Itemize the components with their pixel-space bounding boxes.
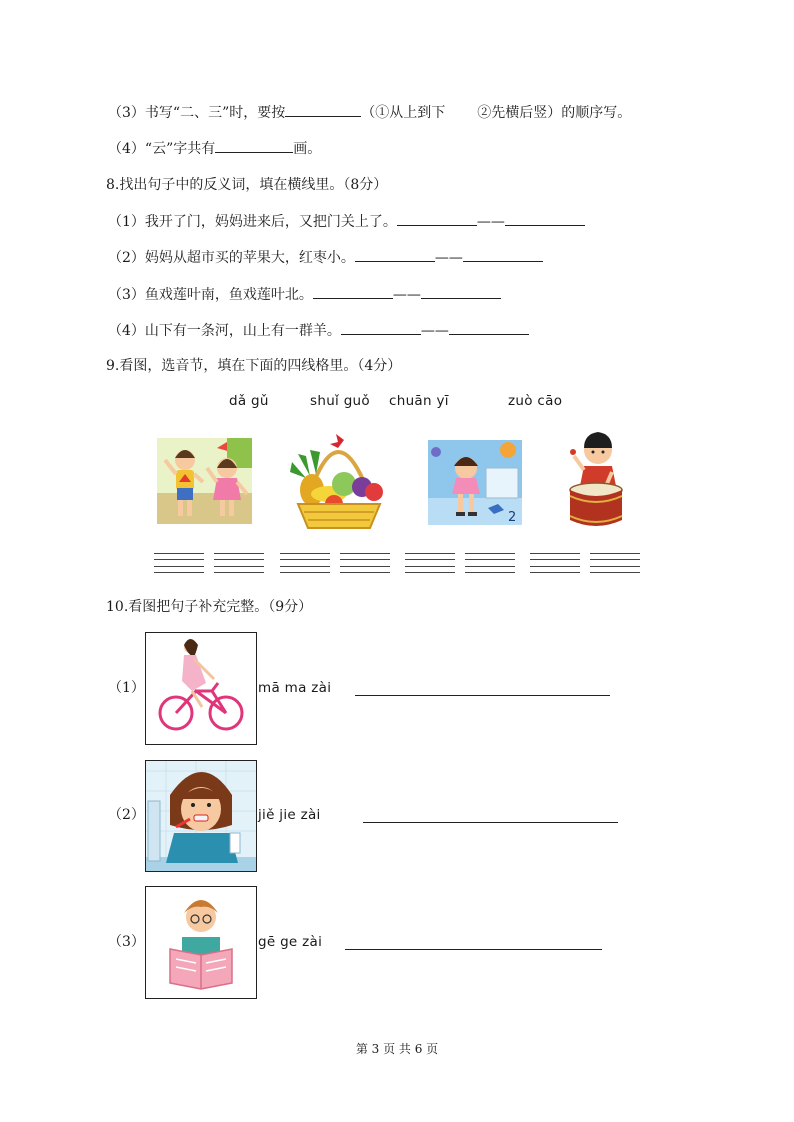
four-line-grid[interactable] (465, 553, 515, 573)
q8-item-4: （4）山下有一条河，山上有一群羊。 —— (108, 320, 529, 341)
syllable-4: zuò cāo (508, 393, 563, 409)
cycling-woman-image (145, 632, 257, 745)
q10-title: 10.看图把句子补充完整。（9分） (106, 599, 313, 615)
four-line-grid[interactable] (280, 553, 330, 573)
q7-item3: （3）书写“二、三”时，要按 （①从上到下 ②先横后竖）的顺序写。 (108, 102, 631, 123)
four-line-grid[interactable] (405, 553, 455, 573)
syllable-3: chuān yī (389, 393, 449, 409)
four-line-grid[interactable] (590, 553, 640, 573)
reading-boy-image (145, 886, 257, 999)
q10-item-3-pinyin: gē ge zài (258, 934, 323, 950)
q10-item-1-num: （1） (108, 680, 145, 696)
q8-title: 8.找出句子中的反义词，填在横线里。（8分） (106, 177, 388, 193)
drum-boy-image (566, 430, 626, 532)
dressing-girl-image (428, 440, 522, 525)
q9-title: 9.看图，选音节，填在下面的四线格里。（4分） (106, 358, 402, 374)
syllable-2: shuǐ guǒ (310, 393, 370, 409)
answer-blank[interactable] (341, 320, 421, 335)
four-line-grid[interactable] (530, 553, 580, 573)
q8-item-1: （1）我开了门，妈妈进来后，又把门关上了。 —— (108, 211, 585, 232)
syllable-1: dǎ gǔ (229, 393, 269, 409)
answer-blank[interactable] (313, 284, 393, 299)
exercise-kids-image (157, 438, 252, 524)
answer-blank[interactable] (421, 284, 501, 299)
answer-line[interactable] (355, 695, 610, 696)
picture-number: 2 (508, 510, 517, 525)
fruit-basket-image (284, 432, 392, 532)
answer-blank[interactable] (449, 320, 529, 335)
four-line-grid[interactable] (340, 553, 390, 573)
answer-blank[interactable] (355, 247, 435, 262)
q8-item-2: （2）妈妈从超市买的苹果大，红枣小。 —— (108, 247, 543, 268)
answer-blank[interactable] (463, 247, 543, 262)
page-footer: 第 3 页 共 6 页 (355, 1042, 439, 1056)
four-line-grid[interactable] (154, 553, 204, 573)
q10-item-2-num: （2） (108, 807, 145, 823)
q10-item-3-num: （3） (108, 934, 145, 950)
q10-item-1-pinyin: mā ma zài (258, 680, 332, 696)
answer-blank[interactable] (215, 138, 293, 153)
answer-line[interactable] (345, 949, 602, 950)
q8-item-3: （3）鱼戏莲叶南，鱼戏莲叶北。 —— (108, 284, 501, 305)
answer-blank[interactable] (505, 211, 585, 226)
answer-blank[interactable] (285, 102, 361, 117)
four-line-grid[interactable] (214, 553, 264, 573)
q7-item4: （4）“云”字共有 画。 (108, 138, 321, 159)
answer-line[interactable] (363, 822, 618, 823)
q10-item-2-pinyin: jiě jie zài (258, 807, 321, 823)
brushing-teeth-image (145, 760, 257, 872)
answer-blank[interactable] (397, 211, 477, 226)
